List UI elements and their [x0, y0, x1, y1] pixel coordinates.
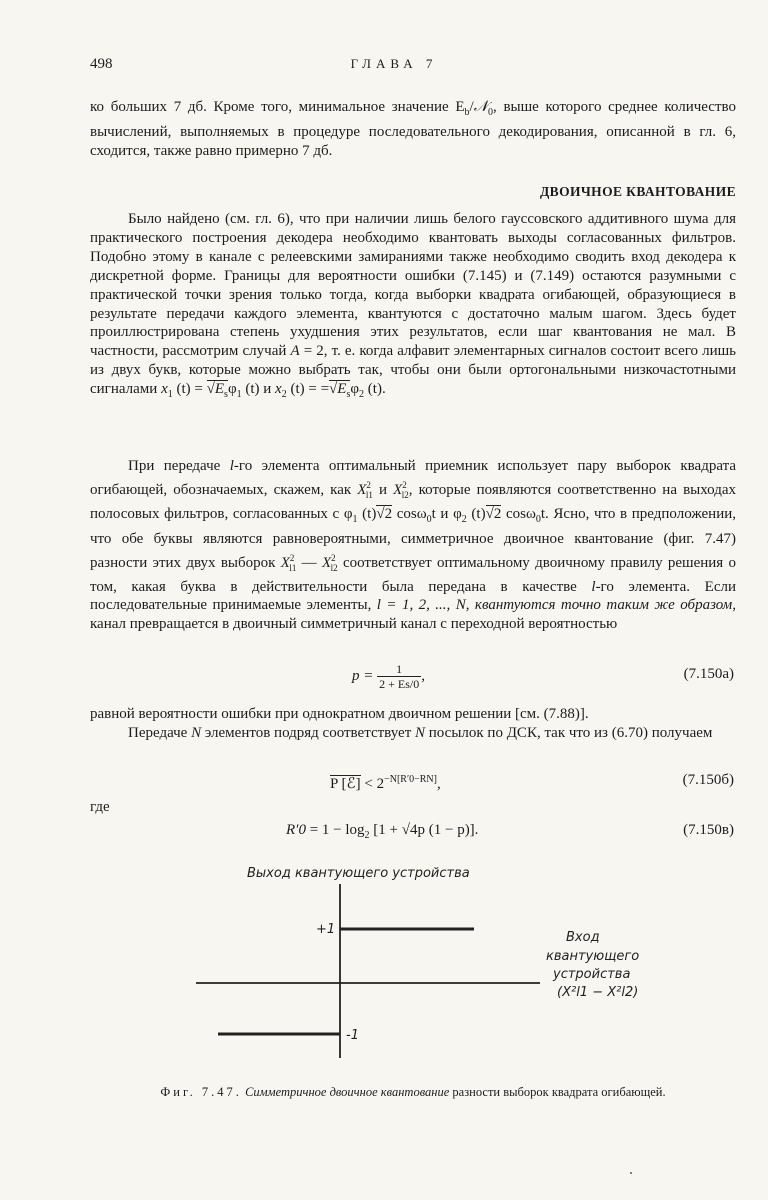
plus-one-label: +1 [316, 922, 336, 937]
quantizer-figure [0, 850, 768, 1070]
x-axis-label-line3: устройства [553, 967, 631, 982]
equation-7-150a: p = $\frac{1}{2 + Es/0}$ , (7.150а) [352, 662, 734, 691]
x-axis-label-line1: Вход [566, 930, 600, 945]
chapter-heading: ГЛАВА 7 [350, 56, 438, 71]
paragraph-2: При передаче l-го элемента оптимальный приемник использует пару выборок квадрата огибающей, обозначаемых, скажем, как $X^2_{l1}$ и $X^2_{l2}$, которые появляются соответственно на выходах полосовых фильтров, согласованных с $\varphi_1$ (t)√2 cosω$_0$t и $\varphi_2$ (t)√2 cosω$_0$t. Ясно, что в предположении, что обе буквы являются равновероятными, симметричное двоичное квантование (фиг. 7.47) разности этих двух выборок $X^2_{l1}$ — $X^2_{l2}$ соответствует оптимальному двоичному правилу решения о том, какая буква в действительности была передана в качестве l-го элемента. Если последовательные принимаемые элементы, l = 1, 2, ..., N, квантуются точно таким же образом, канал превращается в двоичный симметричный канал с переходной вероятностью [90, 458, 737, 633]
figure-caption: Фиг. 7.47. Симметричное двоичное квантование разности выборок квадрата огибающей. [160, 1085, 666, 1099]
paragraph-3: равной вероятности ошибки при однократном двоичном решении [см. (7.88)]. [90, 706, 589, 722]
x-axis-label-line4: (X²l1 − X²l2) [557, 985, 639, 1000]
equation-number: (7.150б) [682, 772, 734, 788]
print-speck [630, 1172, 632, 1174]
page-number: 498 [90, 56, 113, 72]
equation-number: (7.150в) [683, 822, 734, 838]
intro-paragraph: ко больших 7 дб. Кроме того, минимальное значение $E_b/𝒩_0$, выше которого среднее количество вычислений, выполняемых в процедуре последовательного декодирования, описанной в гл. 6, сходится, также равно примерно 7 дб. [90, 99, 736, 159]
fraction: $\frac{1}{2 + Es/0}$ [379, 662, 420, 691]
equation-number: (7.150а) [683, 666, 734, 682]
x-axis-label-line2: квантующего [546, 949, 640, 964]
y-axis-label: Выход квантующего устройства [247, 866, 470, 881]
where-label: где [90, 799, 110, 815]
equation-7-150v: $R'0 = 1 - \log_2 [1 + √4p$ (1 − p)]. (7.150в) [90, 818, 736, 842]
paragraph-1: Было найдено (см. гл. 6), что при наличии лишь белого гауссовского аддитивного шума для практического построения декодера необходимо квантовать выходы согласованных фильтров. Подобно этому в канале с релеевскими замираниями также необходимо сводить вход декодера к дискретной форме. Границы для вероятности ошибки (7.145) и (7.149) остаются разумными с практической точки зрения только тогда, когда выборки квадрата огибающей, образующиеся в результате передачи каждого элемента, квантуются с достаточно малым шагом. Здесь будет проиллюстрирована степень ухудшения этих результатов, если шаг квантования не мал. В частности, рассмотрим случай A = 2, т. е. когда алфавит элементарных сигналов состоит всего лишь из двух букв, которые можно выбрать так, чтобы они были ортогональными низкочастотными сигналами $x_1$ $(t) = √E_s\varphi_1$ (t) и $x_2$ $(t) = =√E_s\varphi_2$ (t). [90, 211, 736, 401]
page-header [0, 56, 768, 78]
minus-one-label: -1 [346, 1028, 359, 1043]
section-title: ДВОИЧНОЕ КВАНТОВАНИЕ [539, 184, 736, 199]
paragraph-4: Передаче N элементов подряд соответствует N посылок по ДСК, так что из (6.70) получаем [128, 725, 713, 741]
equation-7-150b: P [ℰ] < $2^{-N[R'0-RN]}$, (7.150б) [90, 768, 736, 792]
